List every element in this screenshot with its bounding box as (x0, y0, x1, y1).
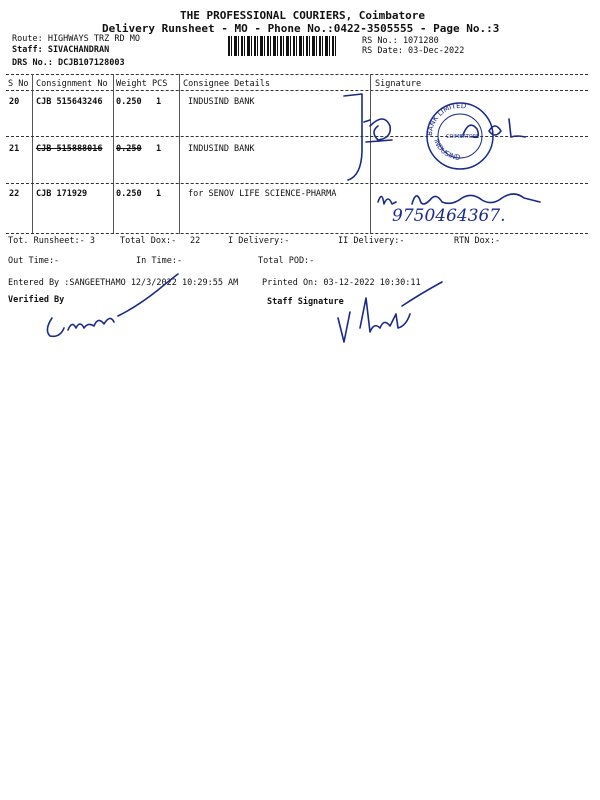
col-header-consignee: Consignee Details (183, 79, 270, 89)
column-divider (32, 74, 33, 234)
initial-signature (455, 115, 535, 145)
row-consignment: CJB 515888016 (36, 144, 103, 154)
stamp-text-inner: COIMBATORE (446, 134, 480, 140)
rtn-dox: RTN Dox:- (454, 236, 501, 246)
row-pcs: 1 (156, 189, 162, 199)
i-delivery: I Delivery:- (228, 236, 290, 246)
col-header-pcs: PCS (152, 79, 168, 89)
handwritten-phone: 9750464367. (392, 206, 506, 226)
verifier-signature (38, 270, 188, 345)
tot-runsheet: Tot. Runsheet:- 3 (8, 236, 95, 246)
table-bottom-rule (6, 233, 588, 234)
out-time: Out Time:- (8, 256, 60, 266)
entered-by: Entered By :SANGEETHAMO 12/3/2022 10:29:55 AM (8, 278, 239, 288)
row-sno: 22 (9, 189, 20, 199)
stamp-text-top: BANK LIMITED (425, 101, 467, 137)
verified-by: Verified By (8, 295, 65, 305)
col-header-consignment: Consignment No (36, 79, 108, 89)
row-consignee: INDUSIND BANK (188, 97, 255, 107)
row-consignment: CJB 515643246 (36, 97, 103, 107)
row-consignee: for SENOV LIFE SCIENCE-PHARMA (188, 189, 337, 199)
rs-number: RS No.: 1071280 (362, 36, 439, 46)
total-dox-value: 22 (190, 236, 201, 246)
row-weight: 0.250 (116, 189, 142, 199)
col-header-signature: Signature (375, 79, 422, 89)
col-header-weight: Weight (116, 79, 147, 89)
staff-signature-label: Staff Signature (267, 297, 344, 307)
total-dox-label: Total Dox:- (120, 236, 177, 246)
row-weight: 0.250 (116, 97, 142, 107)
staff-label: Staff: SIVACHANDRAN (12, 45, 110, 55)
barcode (228, 36, 338, 56)
column-divider (113, 74, 114, 234)
printed-on: Printed On: 03-12-2022 10:30:11 (262, 278, 421, 288)
row-pcs: 1 (156, 144, 162, 154)
stamp-text-bottom: INDUSIND (432, 138, 461, 162)
row-weight: 0.250 (116, 144, 142, 154)
staff-signature (330, 278, 450, 348)
route-label: Route: HIGHWAYS TRZ RD MO (12, 34, 140, 44)
row-sno: 20 (9, 97, 20, 107)
table-header-rule (6, 90, 588, 91)
drs-number: DRS No.: DCJB107128003 (12, 58, 125, 68)
row-consignee: INDUSIND BANK (188, 144, 255, 154)
runsheet-title: Delivery Runsheet - MO - Phone No.:0422-3505555 - Page No.:3 (102, 22, 500, 35)
total-pod: Total POD:- (258, 256, 315, 266)
in-time: In Time:- (136, 256, 183, 266)
col-header-sno: S No (8, 79, 29, 89)
row-consignment: CJB 171929 (36, 189, 88, 199)
table-top-rule (6, 74, 588, 75)
row-sno: 21 (9, 144, 20, 154)
handwritten-mark (340, 92, 400, 187)
company-title: THE PROFESSIONAL COURIERS, Coimbatore (180, 9, 426, 22)
column-divider (179, 74, 180, 234)
row-pcs: 1 (156, 97, 162, 107)
rs-date: RS Date: 03-Dec-2022 (362, 46, 465, 56)
row-divider (6, 183, 588, 184)
ii-delivery: II Delivery:- (338, 236, 405, 246)
